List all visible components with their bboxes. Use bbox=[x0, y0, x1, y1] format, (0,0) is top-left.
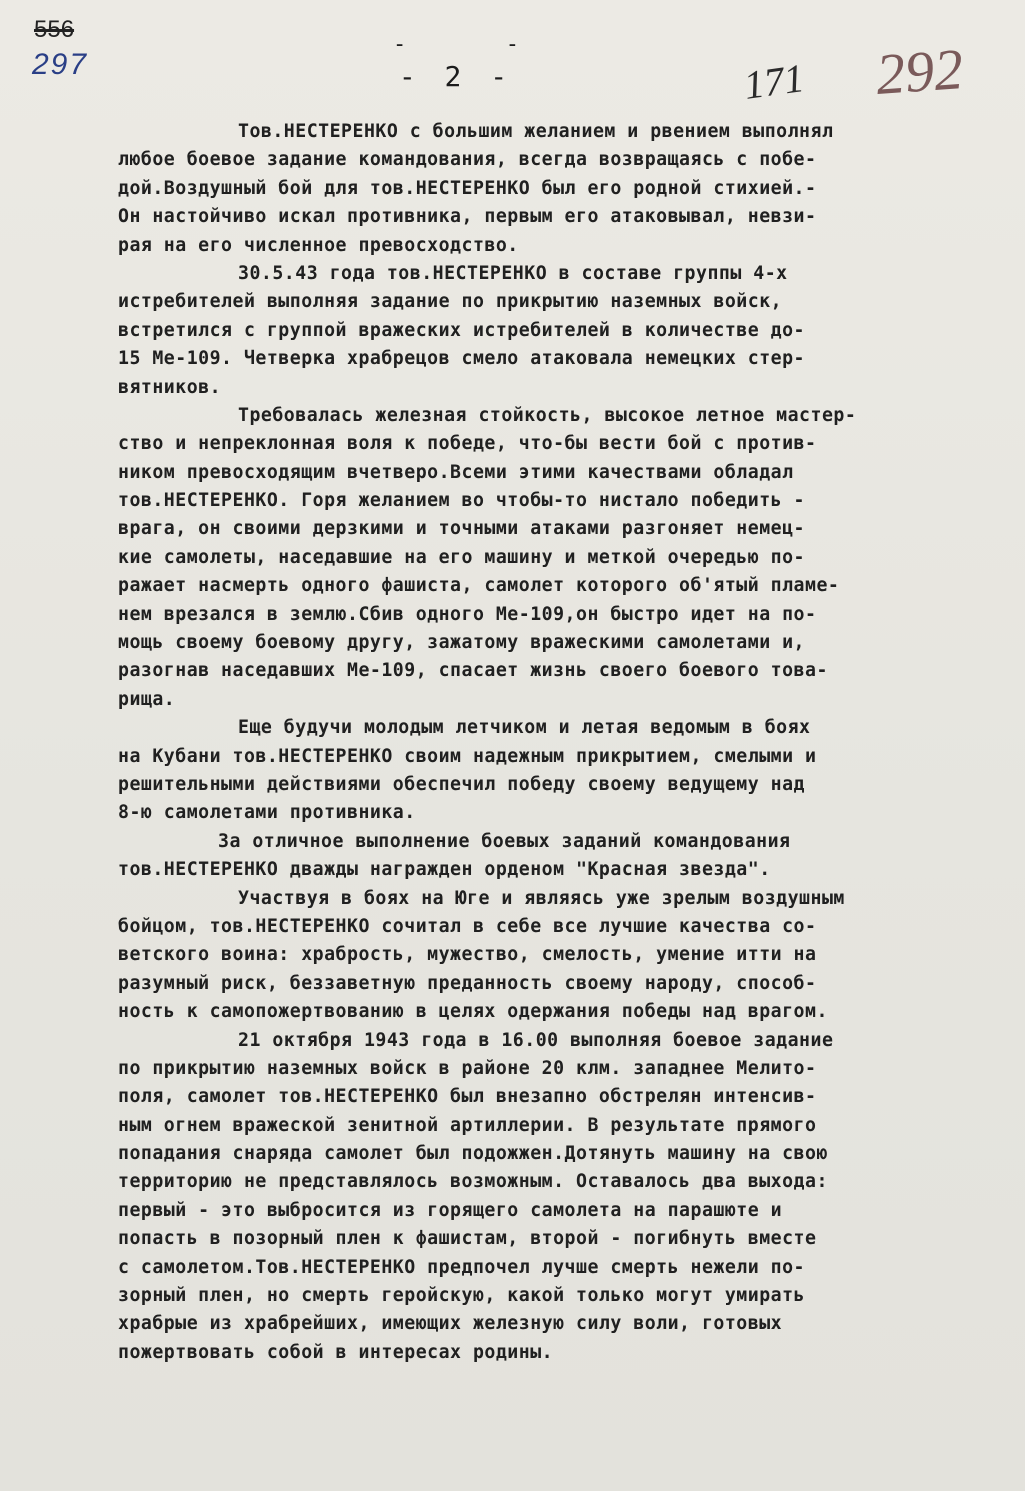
text-line: храбрые из храбрейших, имеющих железную силу воли, готовых bbox=[118, 1313, 783, 1335]
text-line: разумный риск, беззаветную преданность своему народу, способ- bbox=[118, 972, 817, 994]
text-line: Тов.НЕСТЕРЕНКО с большим желанием и рвением выполнял bbox=[238, 121, 834, 142]
text-line: любое боевое задание командования, всегда возвращаясь с побе- bbox=[118, 149, 817, 171]
text-line: территорию не представлялось возможным. Оставалось два выхода: bbox=[118, 1171, 828, 1193]
text-line: Требовалась железная стойкость, высокое летное мастер- bbox=[238, 404, 857, 426]
text-line: попасть в позорный плен к фашистам, второй - погибнуть вместе bbox=[118, 1228, 817, 1250]
handwritten-sheet-number: 292 bbox=[873, 36, 966, 107]
text-line: кие самолеты, наседавшие на его машину и меткой очередью по- bbox=[118, 546, 805, 568]
text-line: ником превосходящим вчетверо.Всеми этими качествами обладал bbox=[118, 461, 794, 483]
text-line: бойцом, тов.НЕСТЕРЕНКО сочитал в себе все лучшие качества со- bbox=[118, 915, 817, 937]
text-line: первый - это выбросится из горящего самолета на парашюте и bbox=[118, 1199, 783, 1221]
text-line: ным огнем вражеской зенитной артиллерии. В результате прямого bbox=[118, 1114, 817, 1136]
text-line: ветского воина: храбрость, мужество, смелость, умение итти на bbox=[118, 944, 817, 966]
archive-number-handwritten: 297 bbox=[32, 48, 89, 81]
text-line: пожертвовать собой в интересах родины. bbox=[118, 1341, 554, 1363]
text-line: встретился с группой вражеских истребителей в количестве до- bbox=[118, 319, 805, 341]
page-dash-right: - bbox=[505, 32, 519, 57]
text-line: попадания снаряда самолет был подожжен.Дотянуть машину на свою bbox=[118, 1143, 828, 1165]
text-line: За отличное выполнение боевых заданий командования bbox=[218, 830, 791, 852]
text-line: Еще будучи молодым летчиком и летая ведомым в боях bbox=[238, 717, 811, 739]
text-line: тов.НЕСТЕРЕНКО дважды награжден орденом "Красная звезда". bbox=[118, 859, 771, 881]
page-number: - 2 - bbox=[398, 60, 514, 93]
text-line: по прикрытию наземных войск в районе 20 клм. западнее Мелито- bbox=[118, 1057, 817, 1079]
text-line: разогнав наседавших Ме-109, спасает жизнь своего боевого това- bbox=[118, 660, 828, 682]
text-line: дой.Воздушный бой для тов.НЕСТЕРЕНКО был его родной стихией.- bbox=[118, 177, 817, 199]
text-line: 21 октября 1943 года в 16.00 выполняя боевое задание bbox=[238, 1029, 834, 1051]
text-line: ражает насмерть одного фашиста, самолет которого об'ятый пламе- bbox=[118, 575, 840, 597]
text-line: врага, он своими дерзкими и точными атаками разгоняет немец- bbox=[118, 518, 805, 540]
archive-number-crossed: 556 bbox=[34, 16, 75, 43]
text-line: истребителей выполняя задание по прикрытию наземных войск, bbox=[118, 291, 783, 313]
text-line: нем врезался в землю.Сбив одного Ме-109,он быстро идет на по- bbox=[118, 603, 817, 625]
text-line: на Кубани тов.НЕСТЕРЕНКО своим надежным прикрытием, смелыми и bbox=[118, 745, 817, 767]
document-body bbox=[118, 118, 988, 1367]
text-line: Он настойчиво искал противника, первым его атаковывал, невзи- bbox=[118, 206, 817, 228]
text-line: мощь своему боевому другу, зажатому вражескими самолетами и, bbox=[118, 632, 805, 654]
text-line: 15 Ме-109. Четверка храбрецов смело атаковала немецких стер- bbox=[118, 348, 805, 370]
text-line: решительными действиями обеспечил победу своему ведущему над bbox=[118, 773, 805, 795]
text-line: тов.НЕСТЕРЕНКО. Горя желанием во чтобы-то нистало победить - bbox=[118, 490, 805, 512]
text-line: ство и непреклонная воля к победе, что-бы вести бой с против- bbox=[118, 433, 817, 455]
text-line: 30.5.43 года тов.НЕСТЕРЕНКО в составе группы 4-х bbox=[238, 262, 788, 284]
text-line: Участвуя в боях на Юге и являясь уже зрелым воздушным bbox=[238, 887, 845, 909]
text-line: вятников. bbox=[118, 376, 222, 398]
text-line: с самолетом.Тов.НЕСТЕРЕНКО предпочел лучше смерть нежели по- bbox=[118, 1256, 805, 1278]
text-line: рища. bbox=[118, 688, 176, 710]
page-dash-row bbox=[393, 32, 519, 57]
text-line: 8-ю самолетами противника. bbox=[118, 802, 416, 824]
page-dash-left: - bbox=[393, 32, 407, 57]
text-line: ность к самопожертвованию в целях одержания победы над врагом. bbox=[118, 1001, 828, 1023]
text-line: зорный плен, но смерть геройскую, какой только могут умирать bbox=[118, 1285, 805, 1307]
text-line: поля, самолет тов.НЕСТЕРЕНКО был внезапно обстрелян интенсив- bbox=[118, 1086, 817, 1108]
handwritten-folio-mark: 171 bbox=[741, 55, 807, 108]
text-line: рая на его численное превосходство. bbox=[118, 234, 519, 256]
